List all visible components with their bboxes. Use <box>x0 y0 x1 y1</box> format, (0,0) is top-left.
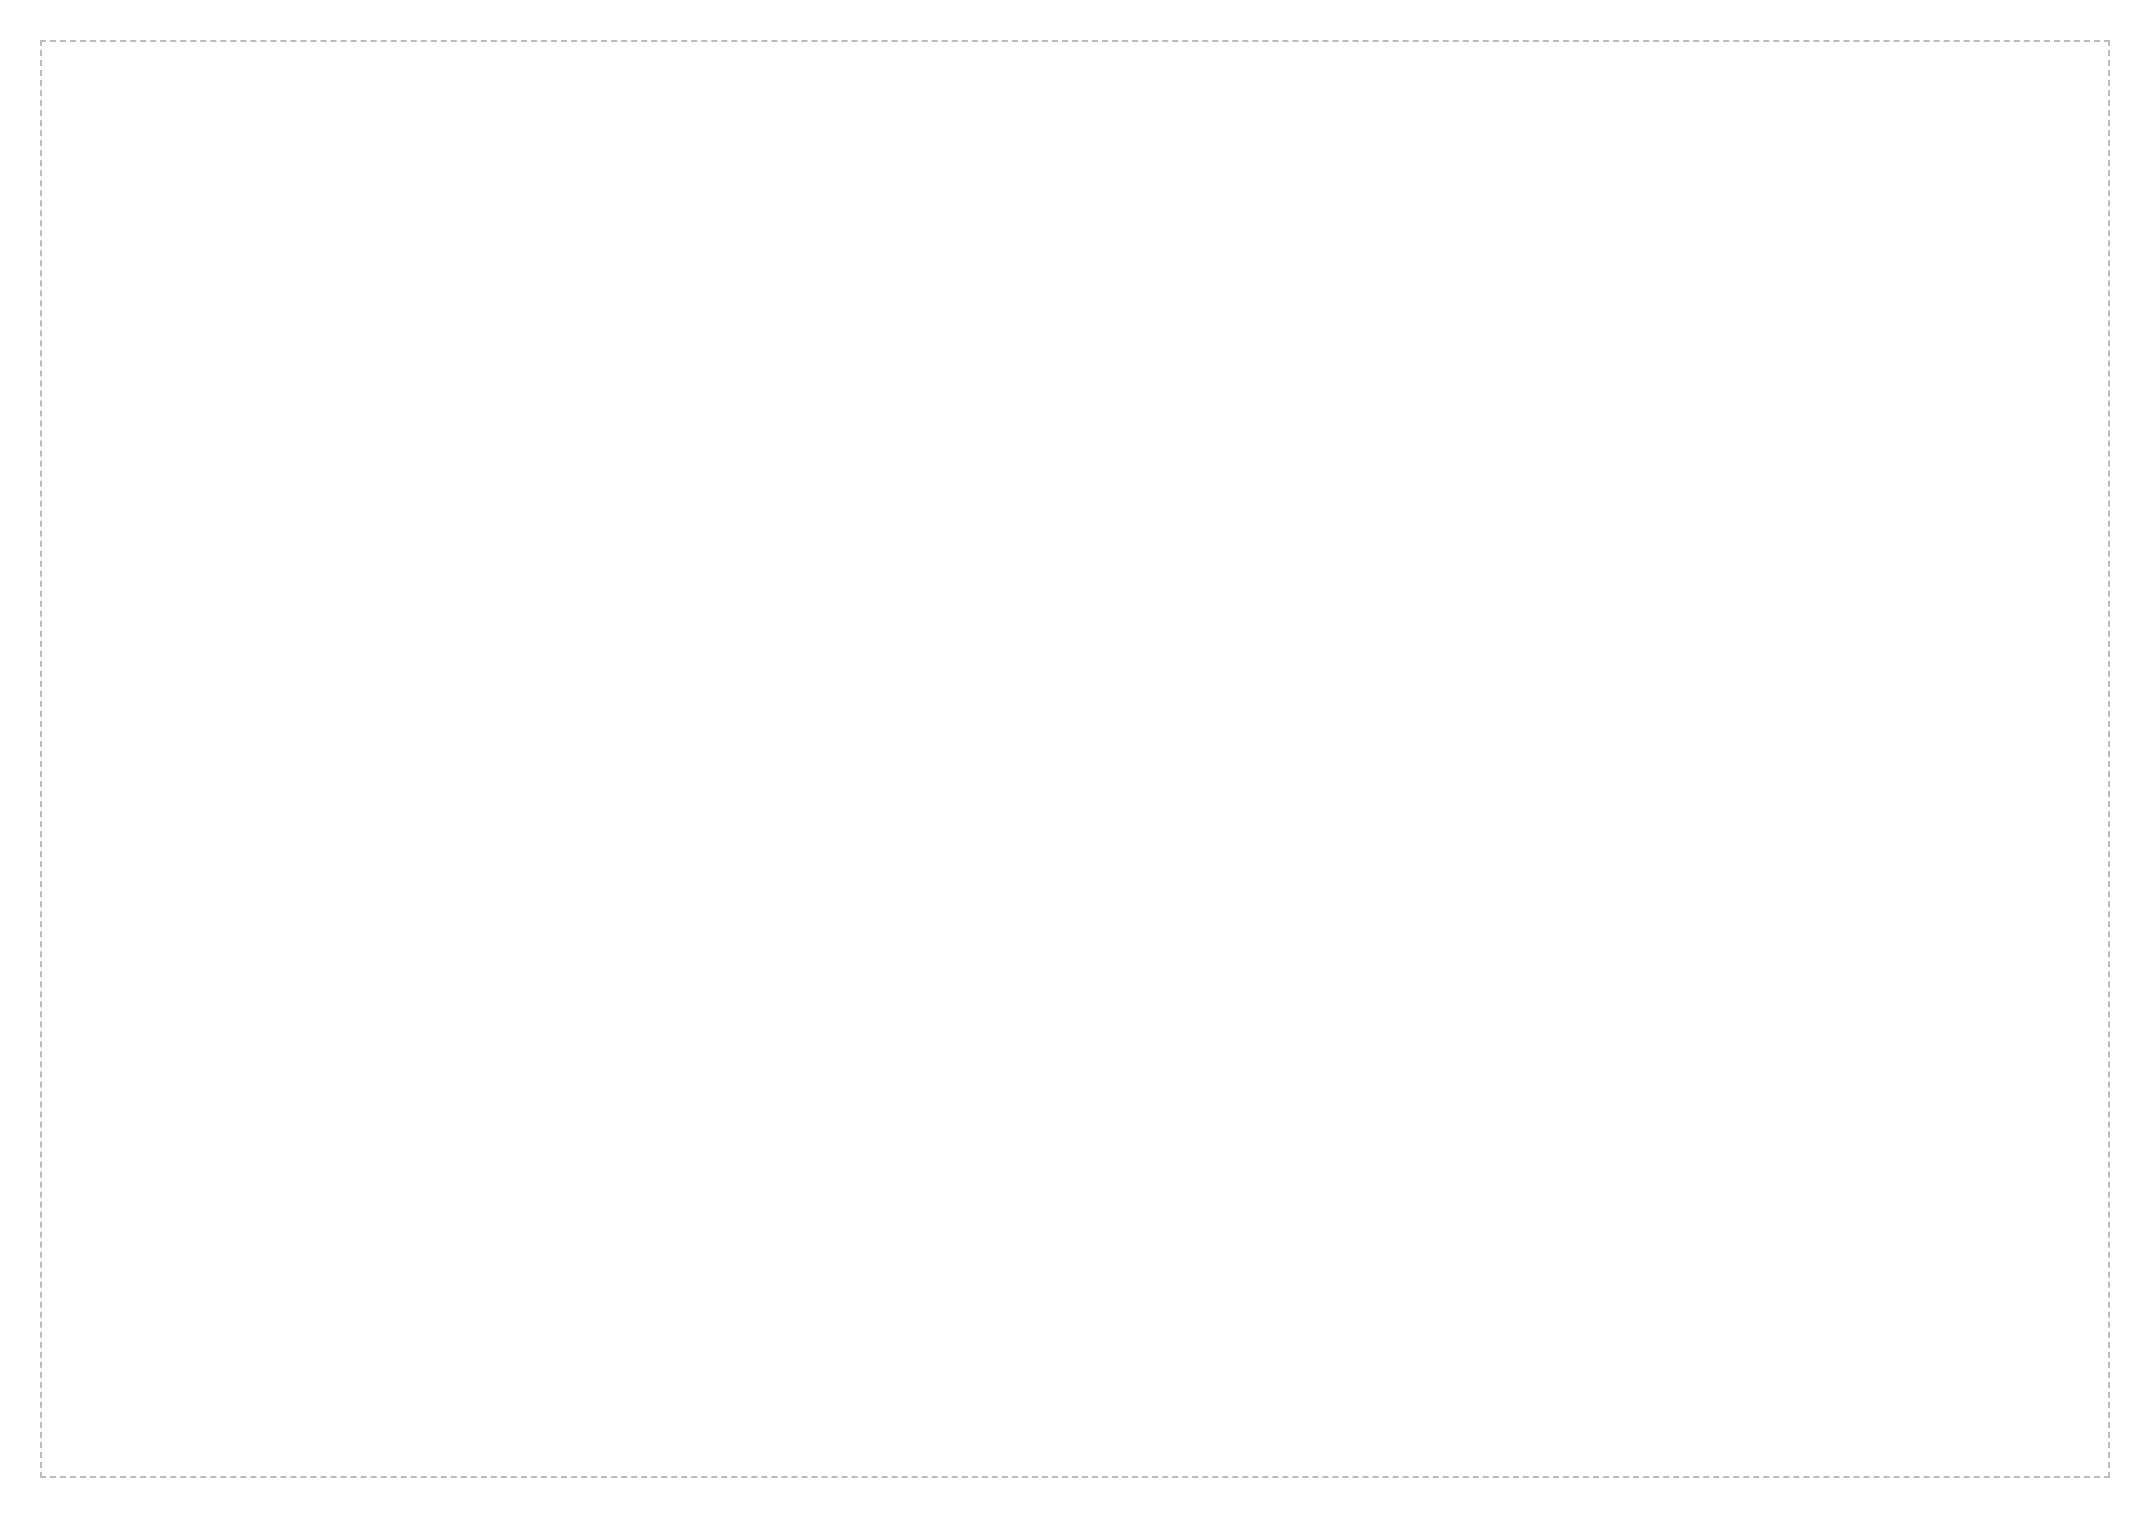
content-placeholder <box>40 40 2110 1478</box>
